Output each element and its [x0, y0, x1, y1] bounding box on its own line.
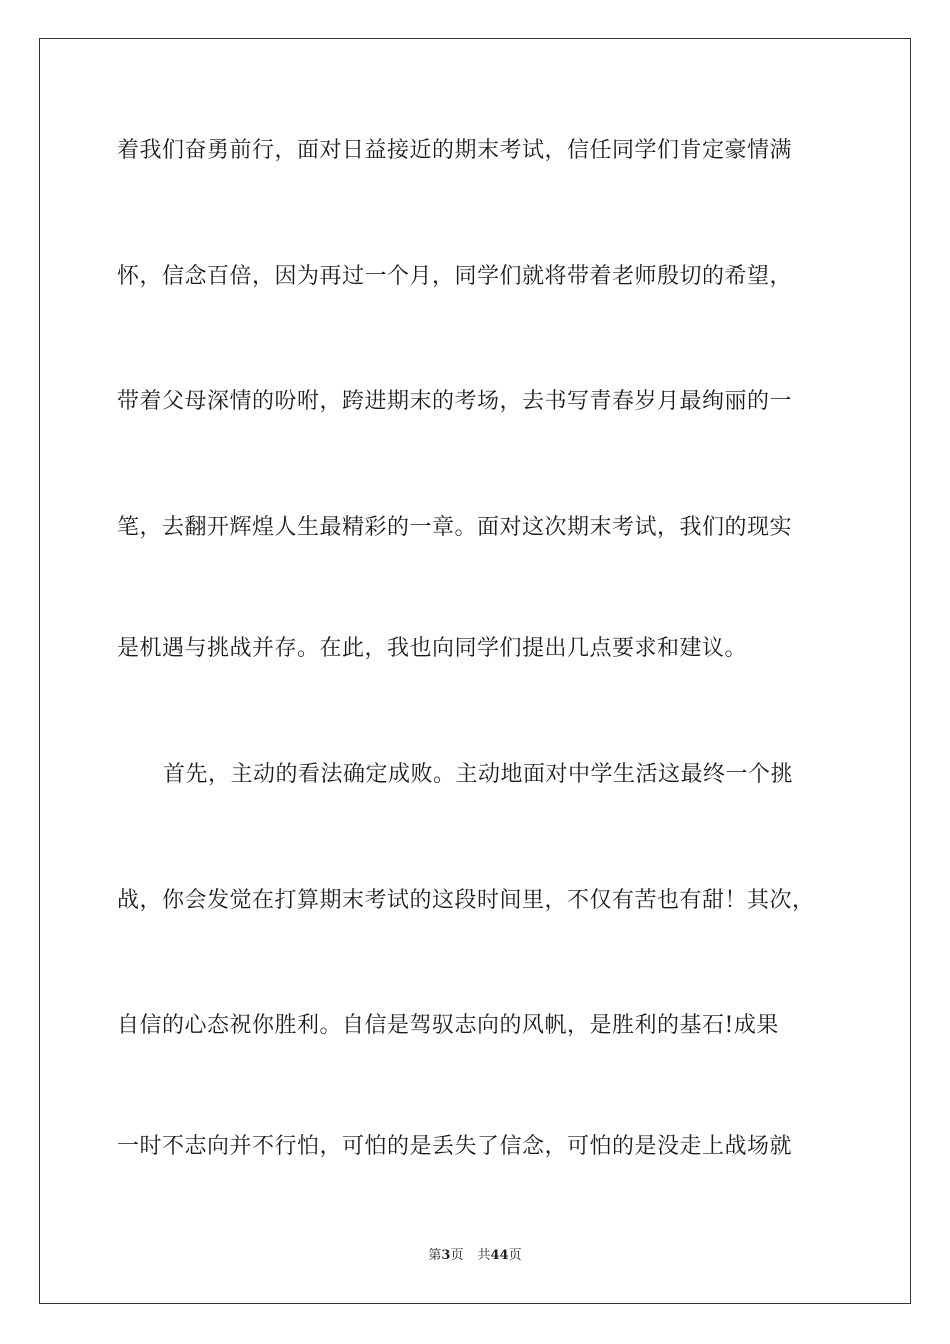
- page-label-prefix: 第: [428, 1248, 442, 1263]
- text-line: 是机遇与挑战并存。在此，我也向同学们提出几点要求和建议。: [117, 636, 748, 661]
- text-line: 着我们奋勇前行，面对日益接近的期末考试，信任同学们肯定豪情满: [117, 138, 793, 163]
- text-line: 一时不志向并不行怕，可怕的是丢失了信念，可怕的是没走上战场就: [117, 1134, 793, 1159]
- page-footer: [0, 1247, 950, 1265]
- page-border: [39, 38, 911, 1304]
- text-line: 战，你会发觉在打算期末考试的这段时间里，不仅有苦也有甜！其次，: [117, 888, 815, 913]
- page-number: 3: [441, 1248, 451, 1263]
- total-label-suffix: 页: [508, 1248, 522, 1263]
- text-line: 带着父母深情的吩咐，跨进期末的考场，去书写青春岁月最绚丽的一: [117, 389, 793, 414]
- total-label-prefix: 共: [477, 1248, 491, 1263]
- text-line: 笔，去翻开辉煌人生最精彩的一章。面对这次期末考试，我们的现实: [117, 515, 793, 540]
- page-label-suffix: 页: [450, 1248, 464, 1263]
- text-line: 自信的心态祝你胜利。自信是驾驭志向的风帆，是胜利的基石!成果: [117, 1013, 779, 1038]
- total-pages: 44: [490, 1248, 509, 1263]
- paragraph-first-line: 首先，主动的看法确定成败。主动地面对中学生活这最终一个挑: [163, 762, 794, 787]
- text-line: 怀，信念百倍，因为再过一个月，同学们就将带着老师殷切的希望，: [117, 264, 793, 289]
